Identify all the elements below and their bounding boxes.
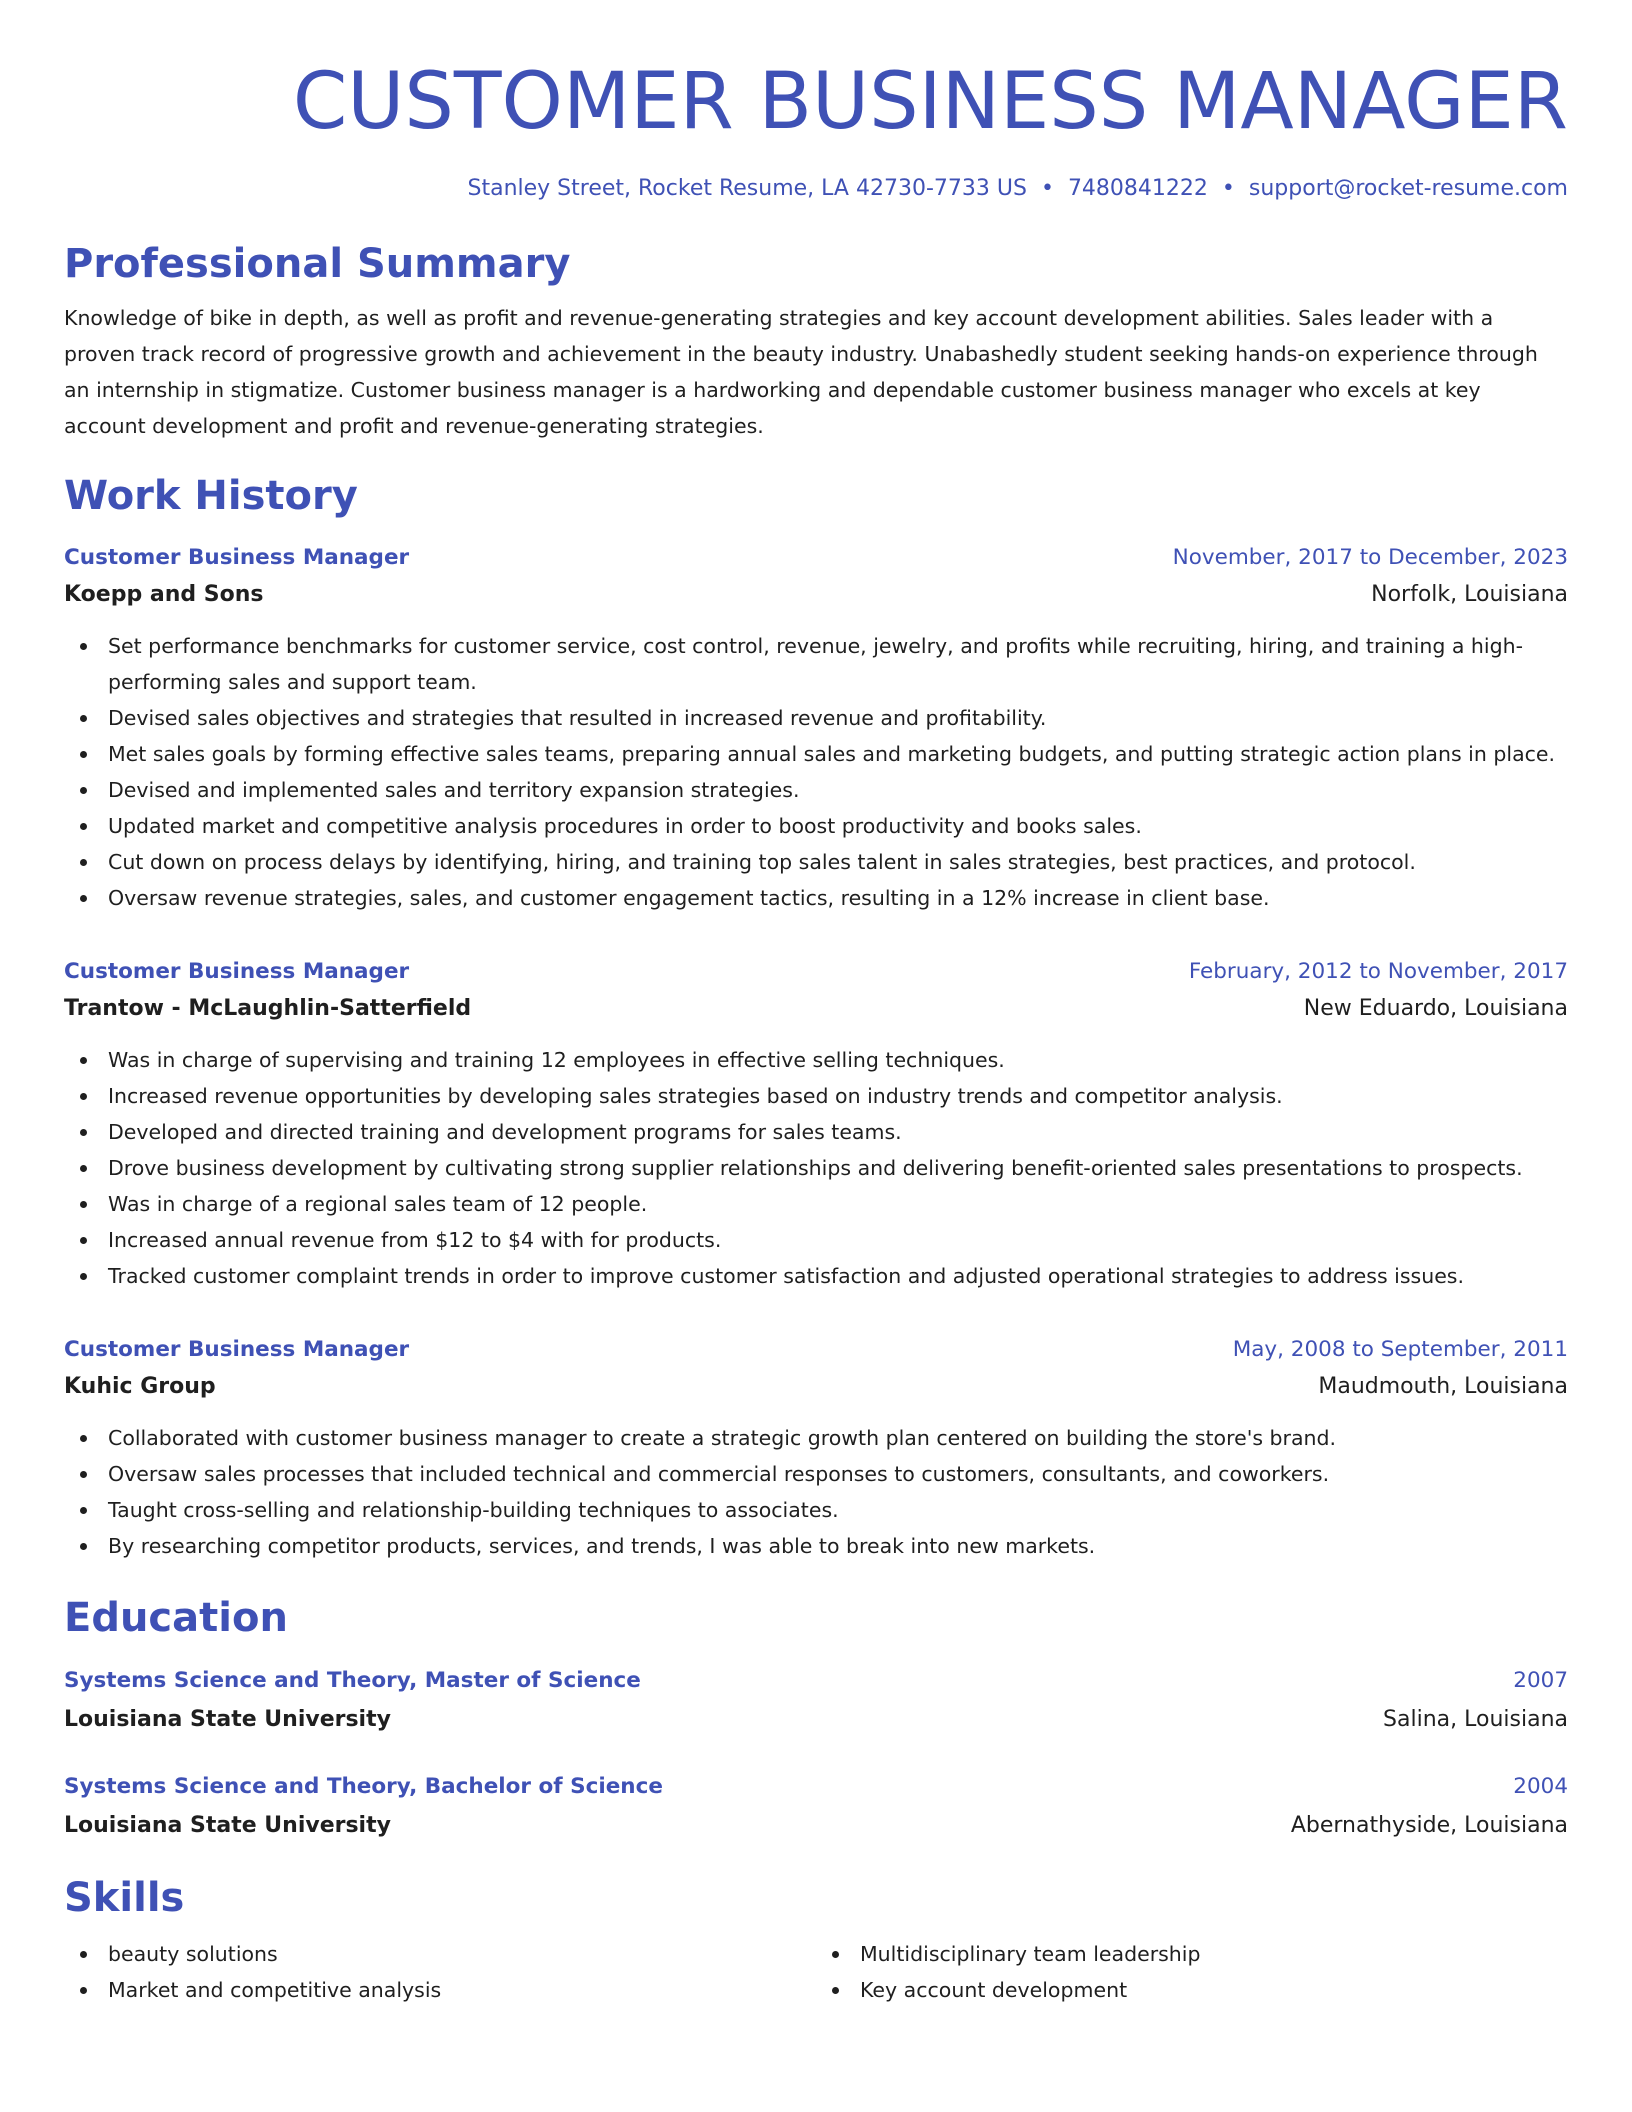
job-location: New Eduardo, Louisiana — [1303, 996, 1568, 1021]
list-item: Updated market and competitive analysis procedures in order to boost productivity and books sales. — [64, 808, 1568, 844]
company-name: Trantow - McLaughlin-Satterfield — [64, 996, 472, 1021]
school-location: Salina, Louisiana — [1383, 1707, 1568, 1732]
summary-heading: Professional Summary — [64, 241, 571, 287]
email-text: support@rocket-resume.com — [1248, 176, 1568, 201]
list-item: Was in charge of supervising and training 12 employees in effective selling techniques. — [64, 1042, 1568, 1078]
company-name: Kuhic Group — [64, 1374, 216, 1399]
list-item: Market and competitive analysis — [64, 1972, 816, 2008]
list-item: Tracked customer complaint trends in order to improve customer satisfaction and adjusted operational strategies to address issues. — [64, 1258, 1568, 1294]
job-dates: February, 2012 to November, 2017 — [1188, 959, 1568, 984]
list-item: beauty solutions — [64, 1936, 816, 1972]
list-item: Oversaw revenue strategies, sales, and customer engagement tactics, resulting in a 12% increase in client base. — [64, 880, 1568, 916]
job-entry — [64, 1332, 1568, 1564]
school-location: Abernathyside, Louisiana — [1290, 1813, 1568, 1838]
job-bullets — [64, 1042, 1568, 1294]
job-location: Norfolk, Louisiana — [1371, 582, 1568, 607]
job-title: Customer Business Manager — [64, 545, 410, 570]
work-history-heading: Work History — [64, 473, 358, 519]
education-entry — [64, 1662, 1568, 1740]
job-entry — [64, 954, 1568, 1294]
job-location: Maudmouth, Louisiana — [1318, 1374, 1568, 1399]
list-item: Devised and implemented sales and territory expansion strategies. — [64, 772, 1568, 808]
list-item: Multidisciplinary team leadership — [816, 1936, 1568, 1972]
education-heading: Education — [64, 1595, 288, 1641]
education-entry — [64, 1768, 1568, 1846]
list-item: Devised sales objectives and strategies that resulted in increased revenue and profitability. — [64, 700, 1568, 736]
graduation-year: 2004 — [1513, 1774, 1568, 1799]
skills-column-right — [816, 1936, 1568, 2008]
separator-dot-icon: • — [1040, 176, 1054, 201]
skills-list — [64, 1936, 1568, 2008]
list-item: Collaborated with customer business manager to create a strategic growth plan centered on building the store's brand. — [64, 1420, 1568, 1456]
address-text: Stanley Street, Rocket Resume, LA 42730-7733 US — [467, 176, 1027, 201]
job-dates: November, 2017 to December, 2023 — [1172, 545, 1568, 570]
list-item: Set performance benchmarks for customer service, cost control, revenue, jewelry, and profits while recruiting, hiring, and training a high-performing sales and support team. — [64, 628, 1568, 700]
skills-heading: Skills — [64, 1875, 185, 1921]
list-item: Taught cross-selling and relationship-building techniques to associates. — [64, 1492, 1568, 1528]
graduation-year: 2007 — [1513, 1668, 1568, 1693]
separator-dot-icon: • — [1221, 176, 1235, 201]
summary-text: Knowledge of bike in depth, as well as profit and revenue-generating strategies and key account development abilities. Sales leader with a proven track record of progressive growth and achievement in the beauty industry. Unabashedly student seeking hands-on experience through an internship in stigmatize. Customer business manager is a hardworking and dependable customer business manager who excels at key account development and profit and revenue-generating strategies. — [64, 306, 1538, 438]
phone-text: 7480841222 — [1067, 176, 1208, 201]
job-bullets — [64, 1420, 1568, 1564]
candidate-title: CUSTOMER BUSINESS MANAGER — [292, 57, 1568, 147]
list-item: Developed and directed training and development programs for sales teams. — [64, 1114, 1568, 1150]
degree-title: Systems Science and Theory, Bachelor of Science — [64, 1774, 663, 1799]
job-dates: May, 2008 to September, 2011 — [1232, 1337, 1568, 1362]
list-item: By researching competitor products, services, and trends, I was able to break into new markets. — [64, 1528, 1568, 1564]
job-bullets — [64, 628, 1568, 916]
skills-column-left — [64, 1936, 816, 2008]
job-title: Customer Business Manager — [64, 1337, 410, 1362]
list-item: Increased annual revenue from $12 to $4 with for products. — [64, 1222, 1568, 1258]
list-item: Met sales goals by forming effective sales teams, preparing annual sales and marketing budgets, and putting strategic action plans in place. — [64, 736, 1568, 772]
company-name: Koepp and Sons — [64, 582, 264, 607]
list-item: Increased revenue opportunities by developing sales strategies based on industry trends and competitor analysis. — [64, 1078, 1568, 1114]
list-item: Key account development — [816, 1972, 1568, 2008]
list-item: Oversaw sales processes that included technical and commercial responses to customers, consultants, and coworkers. — [64, 1456, 1568, 1492]
resume-header — [64, 0, 1568, 204]
school-name: Louisiana State University — [64, 1707, 391, 1732]
contact-line — [64, 174, 1568, 204]
list-item: Was in charge of a regional sales team of 12 people. — [64, 1186, 1568, 1222]
list-item: Drove business development by cultivating strong supplier relationships and delivering benefit-oriented sales presentations to prospects. — [64, 1150, 1568, 1186]
list-item: Cut down on process delays by identifying, hiring, and training top sales talent in sales strategies, best practices, and protocol. — [64, 844, 1568, 880]
degree-title: Systems Science and Theory, Master of Science — [64, 1668, 641, 1693]
job-entry — [64, 540, 1568, 916]
school-name: Louisiana State University — [64, 1813, 391, 1838]
job-title: Customer Business Manager — [64, 959, 410, 984]
